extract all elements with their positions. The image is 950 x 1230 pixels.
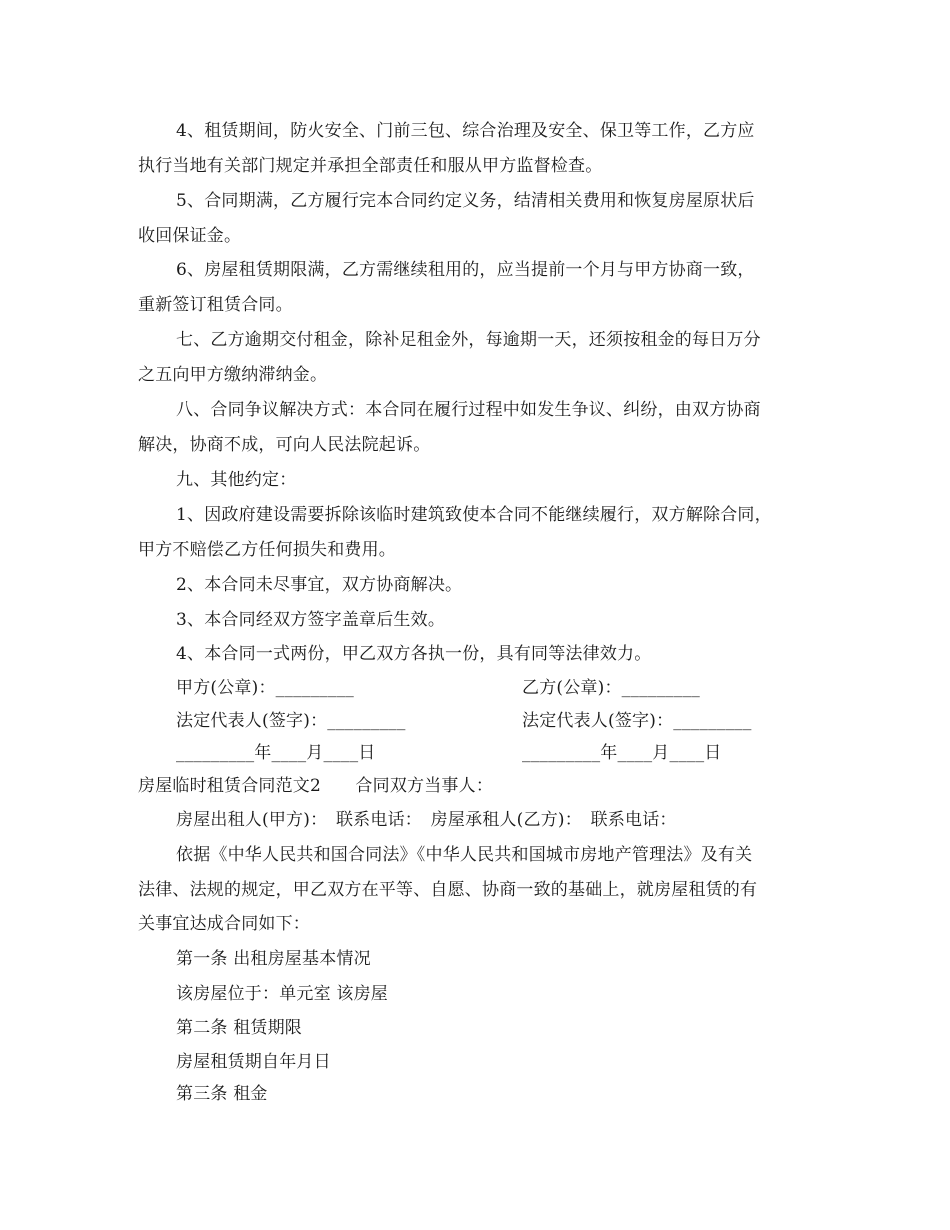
- text-line: 该房屋位于：单元室 该房屋: [176, 984, 389, 1004]
- text-line: 法律、法规的规定，甲乙双方在平等、自愿、协商一致的基础上，就房屋租赁的有: [138, 880, 758, 900]
- text-line: 重新签订租赁合同。: [138, 295, 293, 315]
- text-line: 九、其他约定：: [176, 470, 297, 490]
- text-line: 关事宜达成合同如下：: [138, 914, 310, 934]
- party-b-rep-line: 法定代表人(签字)：_________: [522, 711, 752, 731]
- text-line: 1、因政府建设需要拆除该临时建筑致使本合同不能继续履行，双方解除合同，: [176, 505, 772, 525]
- section-title-line: 房屋临时租赁合同范文2 合同双方当事人：: [138, 776, 494, 796]
- party-a-date-line: _________年____月____日: [176, 743, 376, 763]
- text-line: 6、房屋租赁期限满，乙方需继续租用的，应当提前一个月与甲方协商一致，: [176, 260, 755, 280]
- party-a-rep-line: 法定代表人(签字)：_________: [176, 711, 406, 731]
- text-line: 3、本合同经双方签字盖章后生效。: [176, 610, 446, 630]
- text-line: 4、本合同一式两份，甲乙双方各执一份，具有同等法律效力。: [176, 644, 652, 664]
- party-b-date-line: _________年____月____日: [522, 743, 722, 763]
- text-line: 收回保证金。: [138, 226, 242, 246]
- text-line: 依据《中华人民共和国合同法》《中华人民共和国城市房地产管理法》及有关: [176, 845, 753, 865]
- text-line: 第二条 租赁期限: [176, 1018, 303, 1038]
- party-b-seal-line: 乙方(公章)：_________: [522, 678, 700, 698]
- text-line: 房屋租赁期自年月日: [176, 1052, 331, 1072]
- text-line: 七、乙方逾期交付租金，除补足租金外，每逾期一天，还须按租金的每日万分: [176, 330, 761, 350]
- party-a-seal-line: 甲方(公章)：_________: [176, 678, 354, 698]
- text-line: 执行当地有关部门规定并承担全部责任和服从甲方监督检查。: [138, 156, 603, 176]
- text-line: 第一条 出租房屋基本情况: [176, 949, 371, 969]
- text-line: 第三条 租金: [176, 1084, 268, 1104]
- text-line: 甲方不赔偿乙方任何损失和费用。: [138, 540, 396, 560]
- text-line: 解决，协商不成，可向人民法院起诉。: [138, 435, 431, 455]
- text-line: 八、合同争议解决方式：本合同在履行过程中如发生争议、纠纷，由双方协商: [176, 400, 761, 420]
- text-line: 5、合同期满，乙方履行完本合同约定义务，结清相关费用和恢复房屋原状后: [176, 191, 755, 211]
- text-line: 2、本合同未尽事宜，双方协商解决。: [176, 575, 463, 595]
- text-line: 房屋出租人(甲方)： 联系电话： 房屋承租人(乙方)： 联系电话：: [176, 810, 677, 830]
- text-line: 4、租赁期间，防火安全、门前三包、综合治理及安全、保卫等工作，乙方应: [176, 121, 755, 141]
- text-line: 之五向甲方缴纳滞纳金。: [138, 365, 328, 385]
